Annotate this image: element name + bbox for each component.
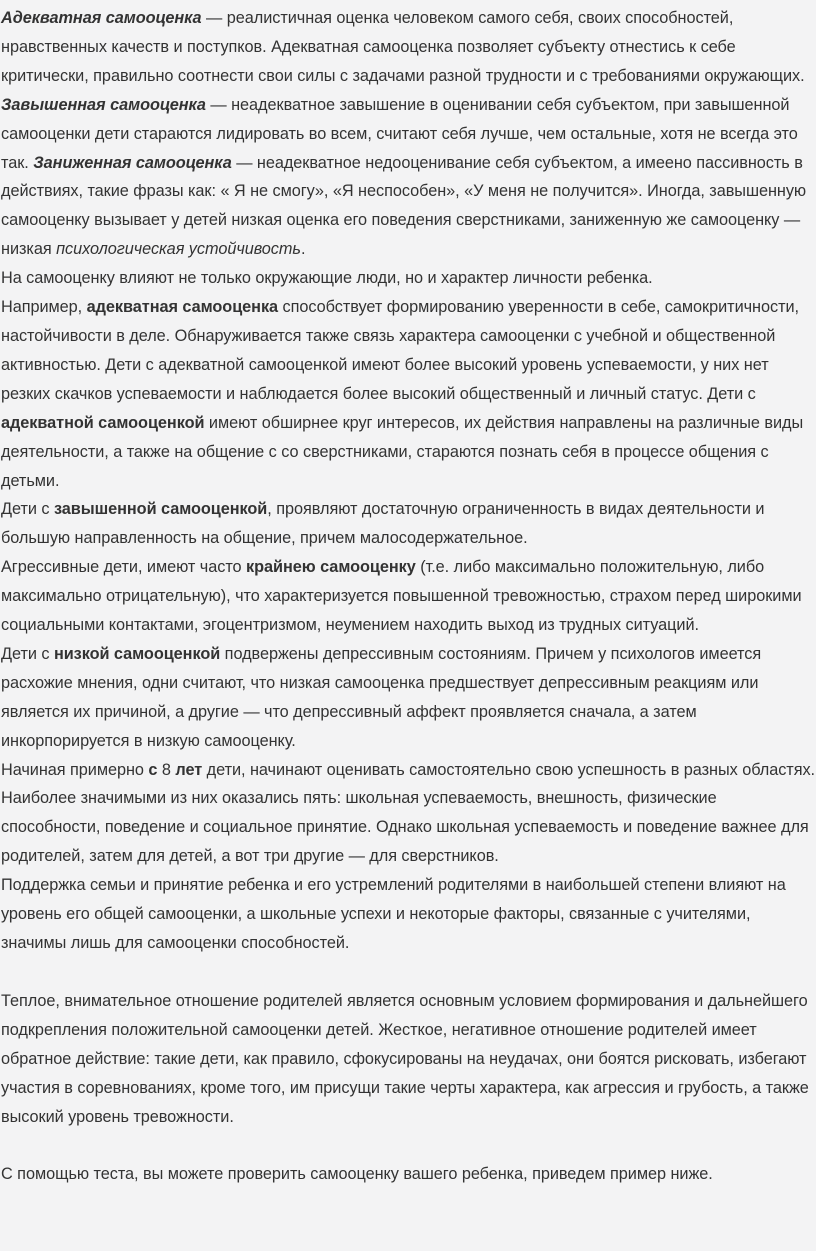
term-adequate: Адекватная самооценка	[1, 9, 202, 27]
paragraph-inflated-children: Дети с завышенной самооценкой, проявляют достаточную ограниченность в видах деятельности и большую направленность на общение, причем малосодержательное.	[1, 500, 765, 548]
term-adequate-bold: адекватная самооценка	[86, 298, 279, 317]
term-deflated: Заниженная самооценка	[33, 153, 232, 172]
term-adequate-bold-2: адекватной самооценкой	[1, 413, 205, 432]
term-psych-stability: психологическая устойчивость	[56, 240, 301, 259]
term-inflated-bold: завышенной самооценкой	[53, 500, 268, 519]
paragraph-family-support: Поддержка семьи и принятие ребенка и его устремлений родителями в наибольшей степени влияют на уровень его общей самооценки, а школьные успехи и некоторые факторы, связанные с учителями, значимы лишь для самооценки способностей.	[1, 876, 786, 952]
paragraph-influence: На самооценку влияют не только окружающие люди, но и характер личности ребенка.	[1, 269, 653, 288]
paragraph-aggressive-children: Агрессивные дети, имеют часто крайнею самооценку (т.е. либо максимально положительную, либо максимально отрицательную), что характеризуется повышенной тревожностью, страхом перед широкими социальными контактами, эгоцентризмом, неумением находить выход из трудных ситуаций.	[1, 558, 802, 635]
term-extreme-bold: крайнею самооценку	[246, 558, 416, 577]
term-low-bold: низкой самооценкой	[53, 644, 221, 663]
paragraph-example-adequate: Например, адекватная самооценка способствует формированию уверенности в себе, самокритичности, настойчивости в деле. Обнаруживается также связь характера самооценки с учебной и общественной активностью. Дети с адекватной самооценкой имеют более высокий уровень успеваемости, у них нет резких скачков успеваемости и наблюдается более высокий общественный и личный статус. Дети с адекватной самооценкой имеют обширнее круг интересов, их действия направлены на различные виды деятельности, а также на общение с со сверстниками, стараются познать себя в процессе общения с детьми.	[1, 298, 804, 490]
paragraph-inflated-deflated: Завышенная самооценка — неадекватное завышение в оценивании себя субъектом, при завышенной самооценки дети стараются лидировать во всем, считают себя лучше, чем остальные, хотя не всегда это так. Заниженная самооценка — неадекватное недооценивание себя субъектом, а имеено пассивность в действиях, такие фразы как: « Я не смогу», «Я неспособен», «У меня не получится». Иногда, завышенную самооценку вызывает у детей низкая оценка его поведения сверстниками, заниженную же самооценку — низкая психологическая устойчивость.	[1, 95, 807, 259]
paragraph-test-intro: С помощью теста, вы можете проверить самооценку вашего ребенка, приведем пример ниже.	[1, 1165, 713, 1184]
paragraph-adequate-definition: Адекватная самооценка — реалистичная оценка человеком самого себя, своих способностей, нравственных качеств и поступков. Адекватная самооценка позволяет субъекту отнестись к себе критически, правильно соотнести свои силы с задачами разной трудности и с требованиями окружающих.	[1, 9, 805, 85]
paragraph-age-eight: Начиная примерно с 8 лет дети, начинают оценивать самостоятельно свою успешность в разных областях. Наиболее значимыми из них оказались пять: школьная успеваемость, внешность, физические способности, поведение и социальное принятие. Однако школьная успеваемость и поведение важнее для родителей, затем для детей, а вот три другие — для сверстников.	[1, 760, 816, 866]
paragraph-parents-attitude: Теплое, внимательное отношение родителей является основным условием формирования и дальнейшего подкрепления положительной самооценки детей. Жесткое, негативное отношение родителей имеет обратное действие: такие дети, как правило, сфокусированы на неудачах, они боятся рисковать, избегают участия в соревнованиях, кроме того, им присущи такие черты характера, как агрессия и грубость, а также высокий уровень тревожности.	[1, 991, 809, 1126]
term-inflated: Завышенная самооценка	[1, 95, 206, 114]
paragraph-spacer	[0, 958, 816, 987]
paragraph-low-self-esteem: Дети с низкой самооценкой подвержены депрессивным состояниям. Причем у психологов имеется расхожие мнения, одни считают, что низкая самооценка предшествует депрессивным реакциям или является их причиной, а другие — что депрессивный аффект проявляется сначала, а затем инкорпорируется в низкую самооценку.	[1, 644, 762, 750]
paragraph-spacer-2	[0, 1131, 816, 1160]
